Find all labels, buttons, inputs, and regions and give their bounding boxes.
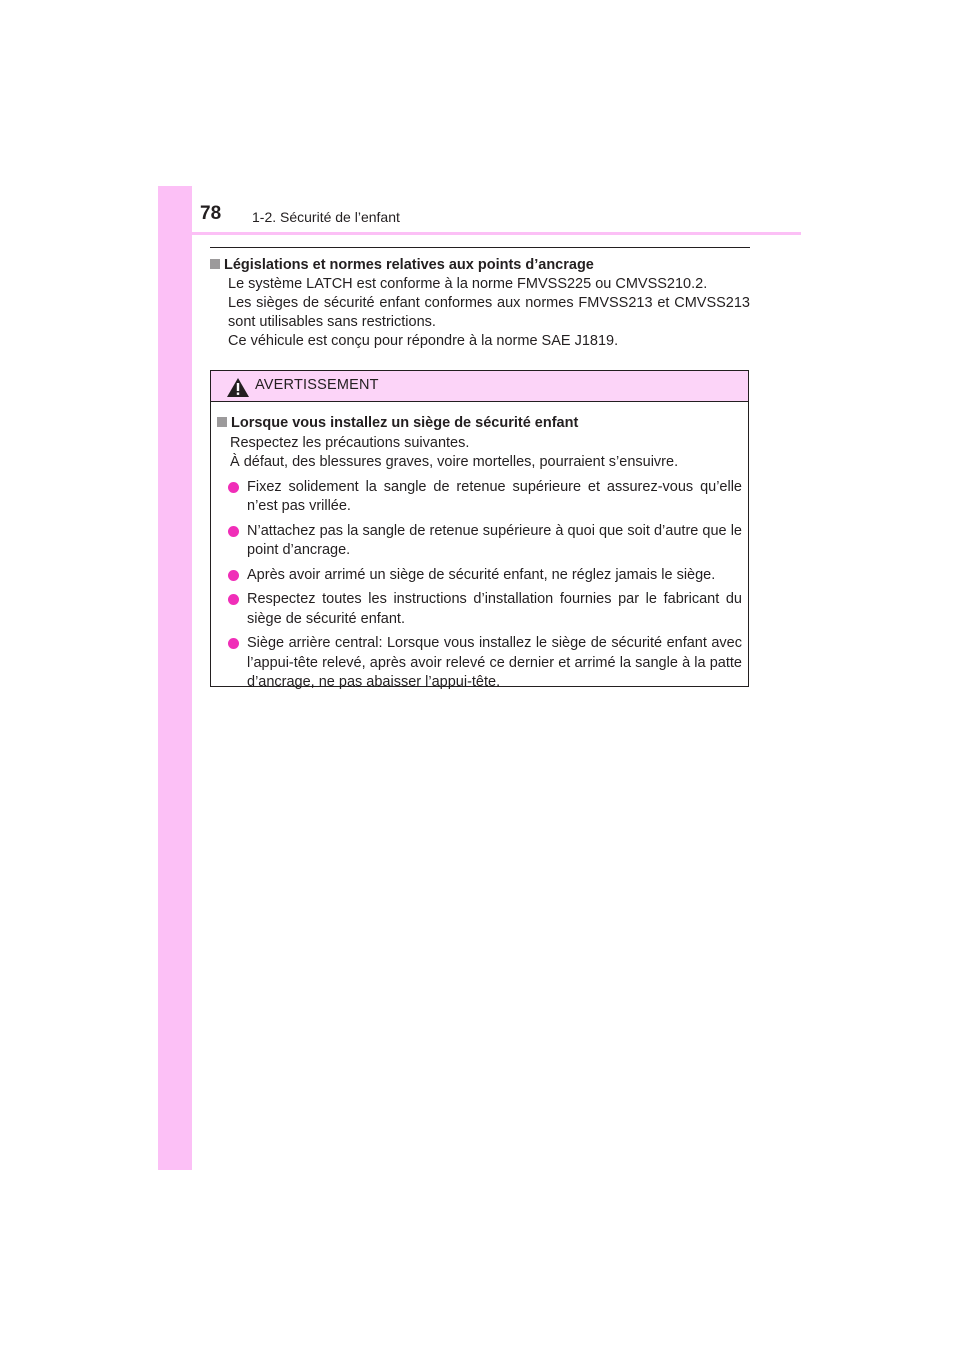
warning-bullet-text: Après avoir arrimé un siège de sécurité enfant, ne réglez jamais le siège. xyxy=(247,566,716,583)
warning-bullet-text: Fixez solidement la sangle de retenue supérieure et assurez-vous qu’elle n’est pas vrillée. xyxy=(247,478,742,514)
warning-bullet-text: Siège arrière central: Lorsque vous installez le siège de sécurité enfant avec l’appui-tête relevé, après avoir relevé ce dernier et arrimé la sangle à la patte d’ancrage, ne pas abaisser l’appui-tête. xyxy=(247,635,742,690)
header-rule xyxy=(158,232,801,235)
warning-bullet xyxy=(217,522,742,561)
bullet-dot-icon xyxy=(228,594,239,605)
section-paragraph: Le système LATCH est conforme à la norme FMVSS225 ou CMVSS210.2. xyxy=(228,276,708,292)
section-title: 1-2. Sécurité de l’enfant xyxy=(252,209,400,225)
section-heading-text: Législations et normes relatives aux points d’ancrage xyxy=(224,257,594,273)
warning-heading xyxy=(217,414,742,434)
warning-intro: Respectez les précautions suivantes. xyxy=(230,434,470,451)
bullet-dot-icon xyxy=(228,638,239,649)
warning-bullet xyxy=(217,478,742,517)
square-bullet-icon xyxy=(217,417,227,427)
warning-bullet-text: N’attachez pas la sangle de retenue supérieure à quoi que soit d’autre que le point d’ancrage. xyxy=(247,522,742,558)
warning-box xyxy=(210,370,749,690)
side-color-band xyxy=(158,186,192,1170)
section-paragraph: Ce véhicule est conçu pour répondre à la norme SAE J1819. xyxy=(228,333,619,349)
square-bullet-icon xyxy=(210,259,220,269)
warning-body xyxy=(211,402,748,693)
warning-bullet xyxy=(217,590,742,629)
bullet-dot-icon xyxy=(228,526,239,537)
warning-bullet xyxy=(217,566,742,586)
main-content xyxy=(210,256,750,351)
bullet-dot-icon xyxy=(228,482,239,493)
warning-header xyxy=(211,371,748,402)
section-paragraph: Les sièges de sécurité enfant conformes aux normes FMVSS213 et CMVSS213 sont utilisables sans restrictions. xyxy=(228,295,750,330)
section-heading xyxy=(210,256,750,275)
warning-heading-text: Lorsque vous installez un siège de sécurité enfant xyxy=(231,415,579,431)
warning-intro: À défaut, des blessures graves, voire mortelles, pourraient s’ensuivre. xyxy=(230,454,679,470)
warning-bullet-text: Respectez toutes les instructions d’installation fournies par le fabricant du siège de sécurité enfant. xyxy=(247,591,742,627)
page-number: 78 xyxy=(200,203,222,224)
warning-triangle-icon xyxy=(227,378,249,397)
warning-label: AVERTISSEMENT xyxy=(255,377,379,393)
warning-bullet xyxy=(217,634,742,693)
content-rule xyxy=(210,247,750,248)
bullet-dot-icon xyxy=(228,570,239,581)
